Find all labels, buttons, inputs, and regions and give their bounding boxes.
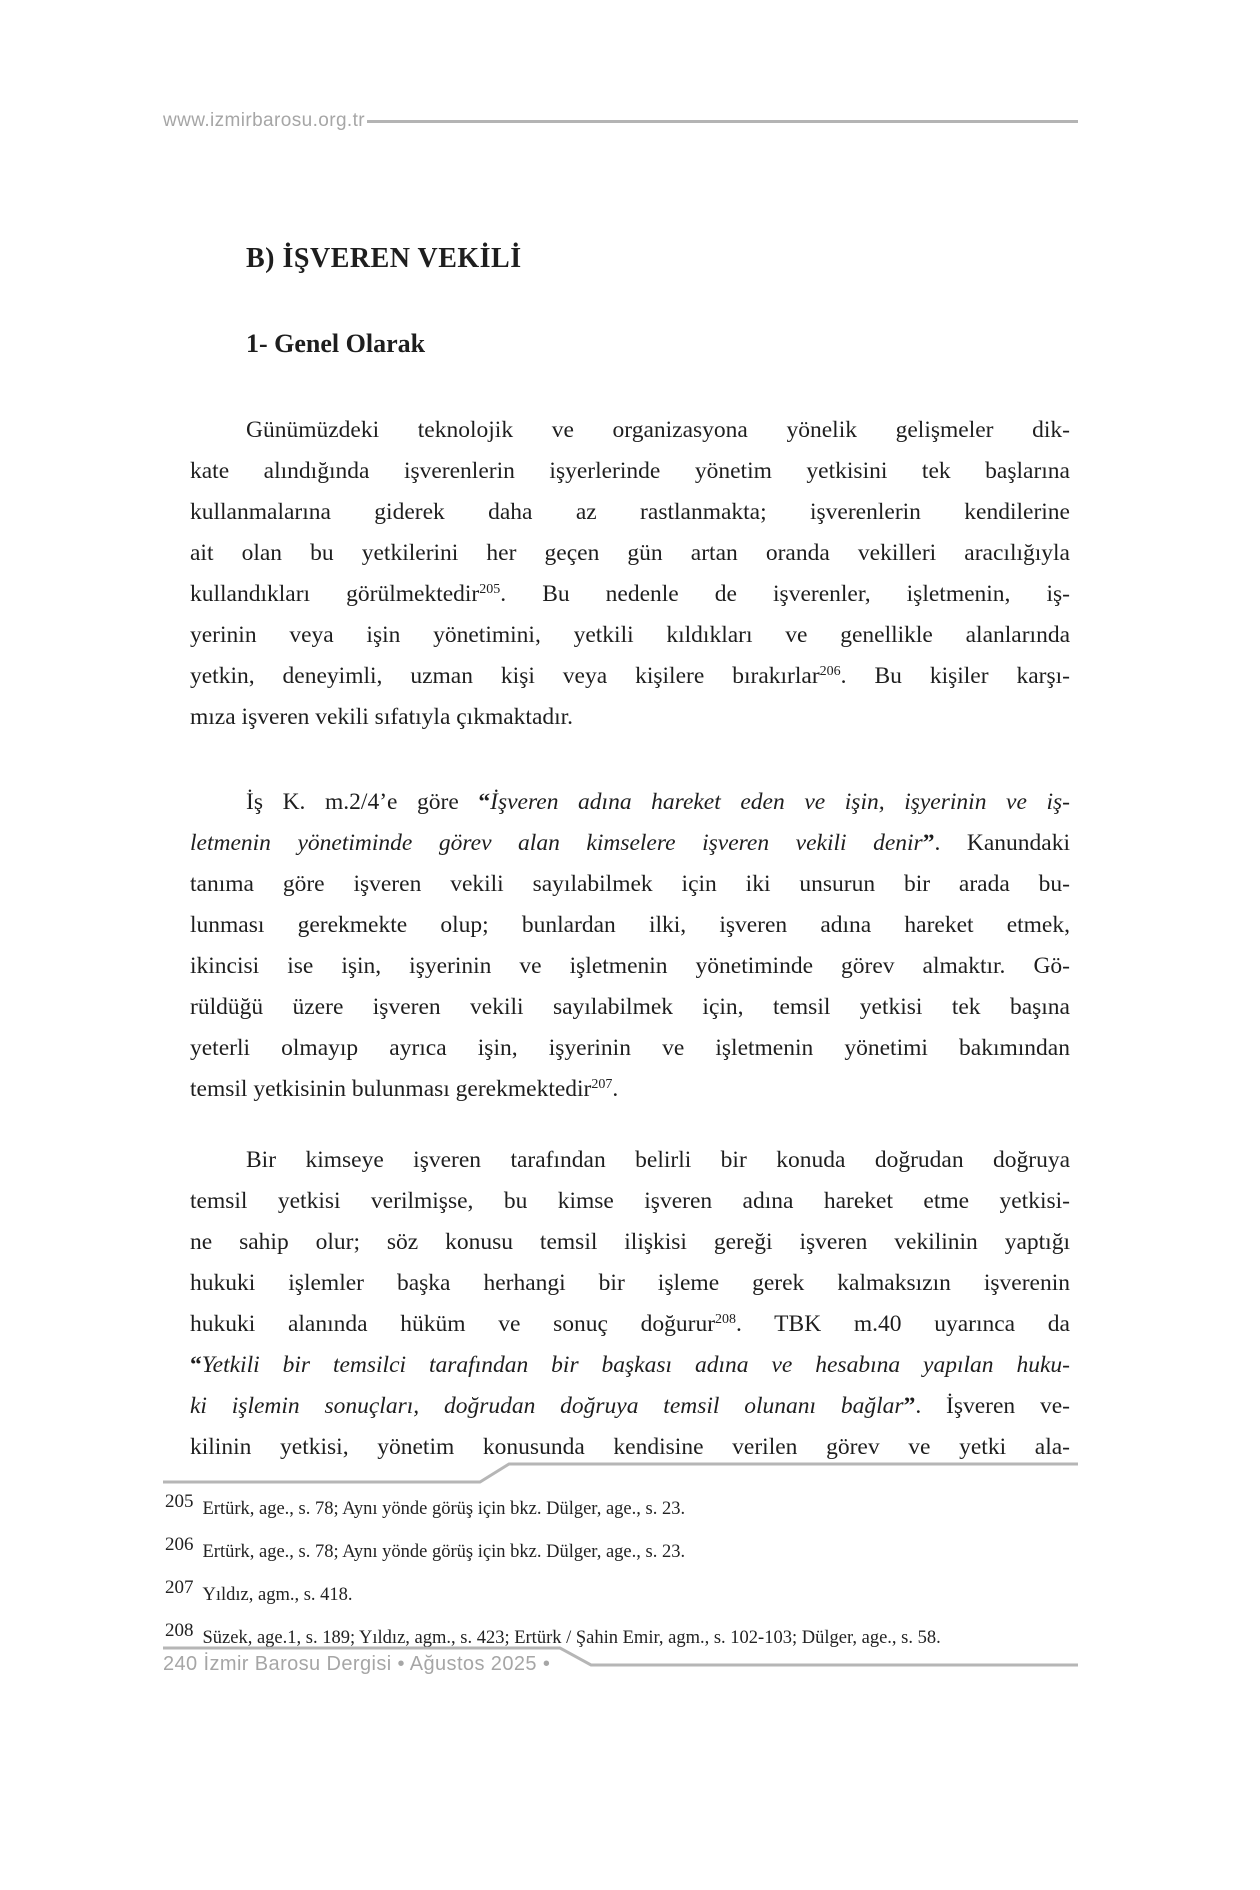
text-line: rüldüğü üzere işveren vekili sayılabilmek için, temsil yetkisi tek başına [190, 994, 1070, 1020]
footnote-text: Ertürk, age., s. 78; Aynı yönde görüş için bkz. Dülger, age., s. 23. [202, 1499, 686, 1519]
text-line: kilinin yetkisi, yönetim konusunda kendisine verilen görev ve yetki ala- [190, 1434, 1070, 1460]
footnote-206 [165, 1531, 1078, 1574]
footnote-text: Yıldız, agm., s. 418. [202, 1585, 353, 1605]
text-line: temsil yetkisi verilmişse, bu kimse işveren adına hareket etme yetkisi- [190, 1188, 1070, 1214]
text-line: Günümüzdeki teknolojik ve organizasyona yönelik gelişmeler dik- [246, 417, 1070, 443]
footnote-207 [165, 1574, 1078, 1617]
section-title: B) İŞVEREN VEKİLİ [246, 243, 522, 274]
text-line: temsil yetkisinin bulunması gerekmektedir$^{207}$. [190, 1076, 619, 1102]
text-line: mıza işveren vekili sıfatıyla çıkmaktadır. [190, 704, 574, 730]
text-line: lunması gerekmekte olup; bunlardan ilki, işveren adına hareket etmek, [190, 912, 1070, 938]
text-line: ne sahip olur; söz konusu temsil ilişkisi gereği işveren vekilinin yaptığı [190, 1229, 1070, 1255]
footnote-text: Ertürk, age., s. 78; Aynı yönde görüş için bkz. Dülger, age., s. 23. [202, 1542, 686, 1562]
footnote-number: 205 [165, 1491, 194, 1512]
footnote-ref: 207 [591, 1077, 613, 1092]
footnote-ref: 208 [715, 1312, 737, 1327]
text-line: kullandıkları görülmektedir$^{205}$. Bu nedenle de işverenler, işletmenin, iş- [190, 581, 1070, 607]
text-line: letmenin yönetiminde görev alan kimselere işveren vekili denir”. Kanundaki [190, 830, 1070, 856]
footnote-205 [165, 1488, 1078, 1531]
text-line: İş K. m.2/4’e göre “İşveren adına hareket eden ve işin, işyerinin ve iş- [246, 789, 1070, 815]
header-url: www.izmirbarosu.org.tr [163, 110, 366, 131]
footnote-separator [163, 1461, 1078, 1485]
footnote-number: 207 [165, 1577, 194, 1598]
footnote-number: 208 [165, 1620, 194, 1641]
text-line: kate alındığında işverenlerin işyerlerinde yönetim yetkisini tek başlarına [190, 458, 1070, 484]
text-line: yerinin veya işin yönetimini, yetkili kıldıkları ve genellikle alanlarında [190, 622, 1070, 648]
text-line: ki işlemin sonuçları, doğrudan doğruya temsil olunanı bağlar”. İşveren ve- [190, 1393, 1070, 1419]
text-line: tanıma göre işveren vekili sayılabilmek için iki unsurun bir arada bu- [190, 871, 1070, 897]
header-rule [367, 120, 1078, 123]
footer-text: 240 İzmir Barosu Dergisi • Ağustos 2025 • [163, 1653, 551, 1675]
paragraph-2 [190, 782, 1070, 1110]
text-line: hukuki işlemler başka herhangi bir işleme gerek kalmaksızın işverenin [190, 1270, 1070, 1296]
text-line: kullanmalarına giderek daha az rastlanmakta; işverenlerin kendilerine [190, 499, 1070, 525]
text-line: yetkin, deneyimli, uzman kişi veya kişilere bırakırlar$^{206}$. Bu kişiler karşı- [190, 663, 1070, 689]
footnotes [165, 1488, 1078, 1660]
footnote-ref: 206 [819, 664, 841, 679]
paragraph-3 [190, 1140, 1070, 1468]
text-line: ait olan bu yetkilerini her geçen gün artan oranda vekilleri aracılığıyla [190, 540, 1070, 566]
text-line: ikincisi ise işin, işyerinin ve işletmenin yönetiminde görev almaktır. Gö- [190, 953, 1070, 979]
paragraph-1 [190, 410, 1070, 738]
text-line: yeterli olmayıp ayrıca işin, işyerinin ve işletmenin yönetimi bakımından [190, 1035, 1070, 1061]
text-line: hukuki alanında hüküm ve sonuç doğurur$^{208}$. TBK m.40 uyarınca da [190, 1311, 1070, 1337]
text-line: “Yetkili bir temsilci tarafından bir başkası adına ve hesabına yapılan huku- [190, 1352, 1070, 1378]
subsection-title: 1- Genel Olarak [246, 329, 426, 358]
footnote-text: Süzek, age.1, s. 189; Yıldız, agm., s. 423; Ertürk / Şahin Emir, agm., s. 102-103; Dülger, age., s. 58. [202, 1628, 941, 1648]
text-line: Bir kimseye işveren tarafından belirli bir konuda doğrudan doğruya [246, 1147, 1070, 1173]
footnote-ref: 205 [479, 582, 501, 597]
footnote-number: 206 [165, 1534, 194, 1555]
page-header [163, 110, 1078, 132]
